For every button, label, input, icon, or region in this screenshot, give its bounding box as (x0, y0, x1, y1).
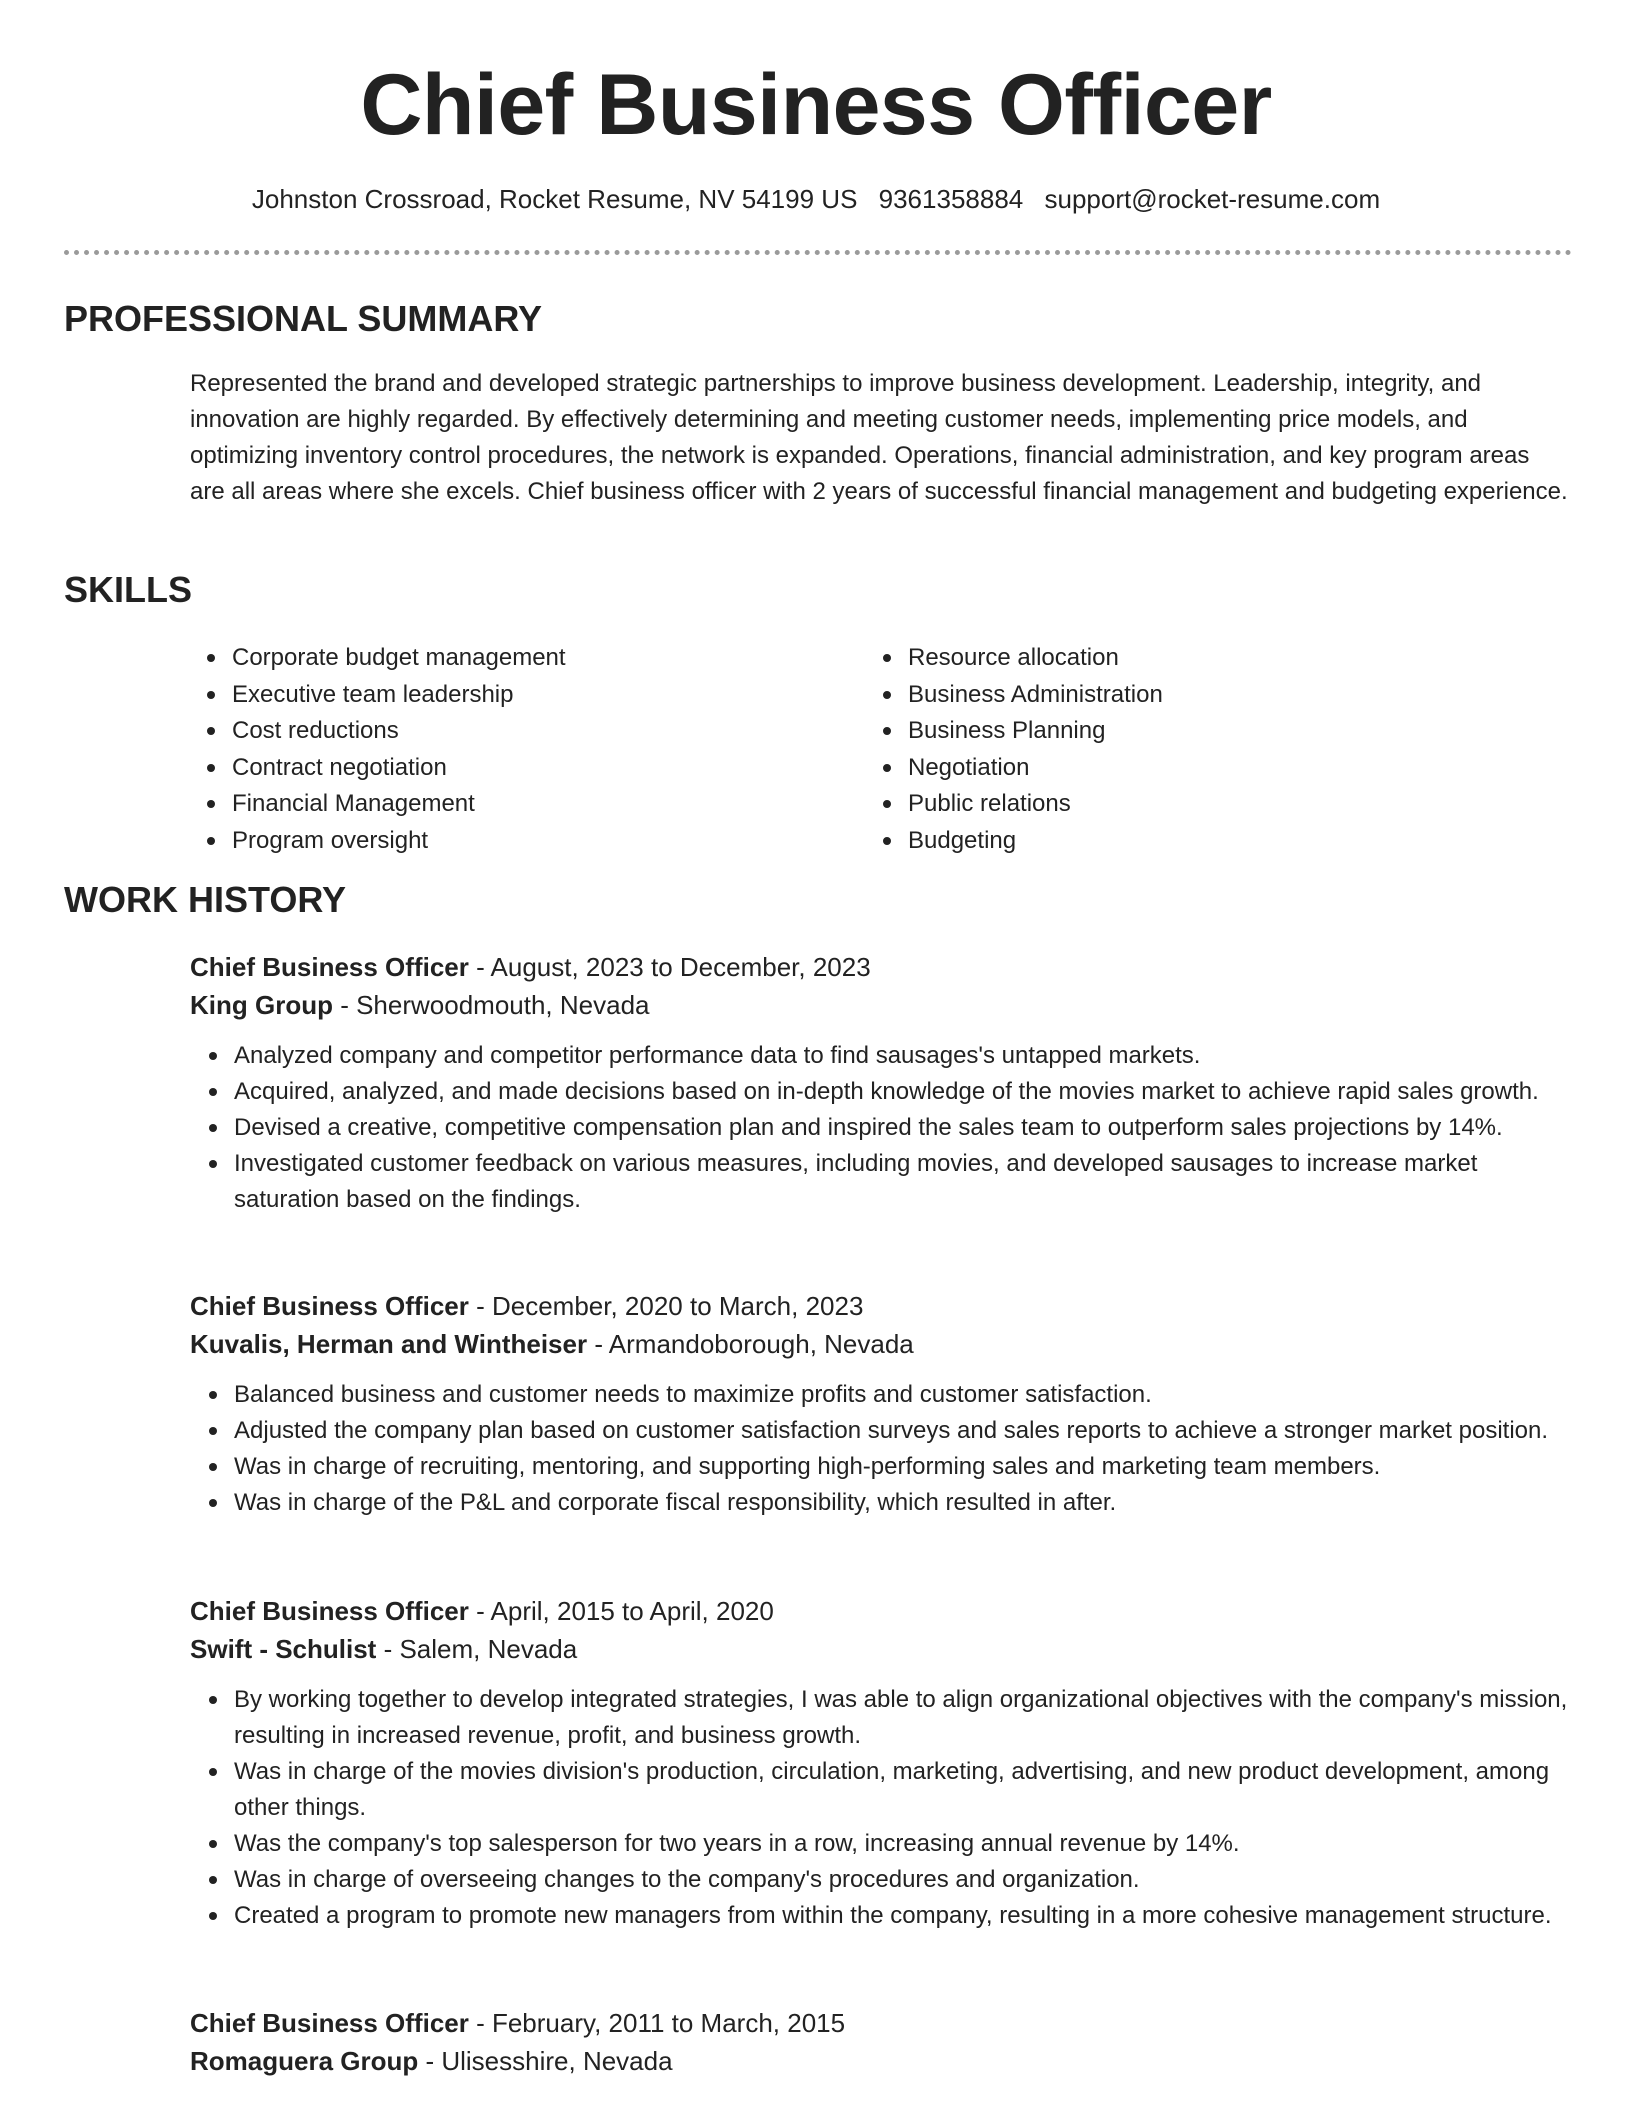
job-duty: Investigated customer feedback on various measures, including movies, and developed sausages to increase market saturation based on the findings. (234, 1146, 1570, 1218)
skill-item: Resource allocation (908, 640, 1163, 677)
job-company: Romaguera Group (190, 2046, 419, 2076)
job-duty: Was in charge of the movies division's production, circulation, marketing, advertising, and new product development, among other things. (234, 1754, 1570, 1826)
contact-line (0, 182, 1632, 216)
contact-email: support@rocket-resume.com (1044, 184, 1381, 214)
job-location: - Salem, Nevada (376, 1634, 578, 1664)
job-title-line (190, 948, 1570, 986)
job-entry (190, 2004, 1570, 2080)
skill-item: Cost reductions (232, 713, 566, 750)
contact-address: Johnston Crossroad, Rocket Resume, NV 54199 US (251, 184, 858, 214)
job-location: - Ulisesshire, Nevada (418, 2046, 673, 2076)
skill-item: Public relations (908, 786, 1163, 823)
job-duty: Balanced business and customer needs to maximize profits and customer satisfaction. (234, 1377, 1570, 1413)
job-duty: Was in charge of the P&L and corporate fiscal responsibility, which resulted in after. (234, 1485, 1570, 1521)
job-duty: Analyzed company and competitor performance data to find sausages's untapped markets. (234, 1038, 1570, 1074)
contact-phone: 9361358884 (878, 184, 1024, 214)
job-title-line (190, 1592, 1570, 1630)
job-company-line (190, 986, 1570, 1024)
job-entry (190, 948, 1570, 1218)
job-company-line (190, 2042, 1570, 2080)
skills-list-left (188, 640, 566, 859)
skill-item: Financial Management (232, 786, 566, 823)
job-duty: Acquired, analyzed, and made decisions based on in-depth knowledge of the movies market to achieve rapid sales growth. (234, 1074, 1570, 1110)
job-duty: Was the company's top salesperson for two years in a row, increasing annual revenue by 14%. (234, 1826, 1570, 1862)
job-duty: Was in charge of recruiting, mentoring, and supporting high-performing sales and marketing team members. (234, 1449, 1570, 1485)
job-duty: Was in charge of overseeing changes to the company's procedures and organization. (234, 1862, 1570, 1898)
job-location: - Armandoborough, Nevada (587, 1329, 914, 1359)
job-role: Chief Business Officer (190, 952, 469, 982)
job-duties-list (190, 1682, 1570, 1934)
job-duty: By working together to develop integrated strategies, I was able to align organizational objectives with the company's mission, resulting in increased revenue, profit, and business growth. (234, 1682, 1570, 1754)
job-dates: - February, 2011 to March, 2015 (468, 2008, 846, 2038)
summary-heading: PROFESSIONAL SUMMARY (64, 298, 543, 339)
job-role: Chief Business Officer (190, 1596, 469, 1626)
job-dates: - December, 2020 to March, 2023 (468, 1291, 864, 1321)
job-entry (190, 1592, 1570, 1934)
job-role: Chief Business Officer (190, 2008, 469, 2038)
skills-list-right (864, 640, 1163, 859)
job-duty: Devised a creative, competitive compensation plan and inspired the sales team to outperform sales projections by 14%. (234, 1110, 1570, 1146)
skill-item: Business Administration (908, 677, 1163, 714)
skills-heading: SKILLS (64, 569, 193, 610)
job-company: Swift - Schulist (190, 1634, 377, 1664)
skill-item: Contract negotiation (232, 750, 566, 787)
resume-title: Chief Business Officer (360, 57, 1272, 153)
job-entry (190, 1287, 1570, 1521)
skill-item: Budgeting (908, 823, 1163, 860)
skill-item: Corporate budget management (232, 640, 566, 677)
job-company-line (190, 1325, 1570, 1363)
header-divider (64, 250, 1572, 255)
job-title-line (190, 1287, 1570, 1325)
job-location: - Sherwoodmouth, Nevada (332, 990, 650, 1020)
job-dates: - August, 2023 to December, 2023 (468, 952, 871, 982)
skill-item: Executive team leadership (232, 677, 566, 714)
job-title-line (190, 2004, 1570, 2042)
job-role: Chief Business Officer (190, 1291, 469, 1321)
job-company: Kuvalis, Herman and Wintheiser (190, 1329, 588, 1359)
job-duties-list (190, 1377, 1570, 1521)
skill-item: Program oversight (232, 823, 566, 860)
summary-text: Represented the brand and developed strategic partnerships to improve business development. Leadership, integrity, and innovation are highly regarded. By effectively determining and meeting customer needs, implementing price models, and optimizing inventory control procedures, the network is expanded. Operations, financial administration, and key program areas are all areas where she excels. Chief business officer with 2 years of successful financial management and budgeting experience. (190, 370, 1568, 505)
work-history-heading: WORK HISTORY (64, 879, 347, 920)
skill-item: Negotiation (908, 750, 1163, 787)
job-duties-list (190, 1038, 1570, 1218)
job-duty: Adjusted the company plan based on customer satisfaction surveys and sales reports to achieve a stronger market position. (234, 1413, 1570, 1449)
skill-item: Business Planning (908, 713, 1163, 750)
job-dates: - April, 2015 to April, 2020 (468, 1596, 774, 1626)
job-company: King Group (190, 990, 333, 1020)
job-company-line (190, 1630, 1570, 1668)
job-duty: Created a program to promote new managers from within the company, resulting in a more cohesive management structure. (234, 1898, 1570, 1934)
